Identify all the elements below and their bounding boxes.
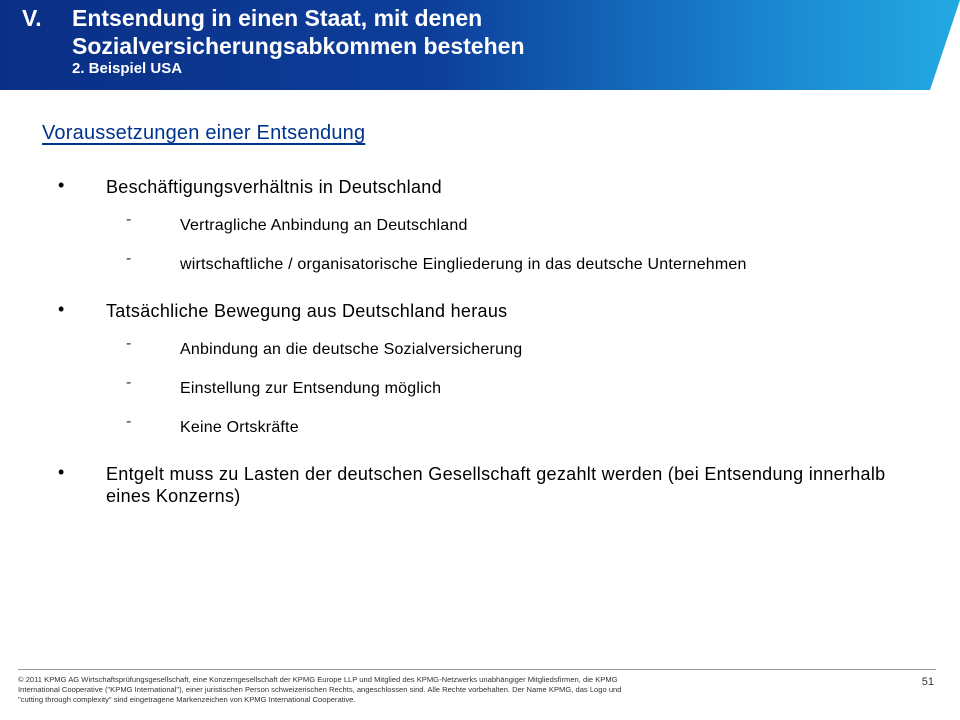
dash-icon: - xyxy=(126,413,132,430)
sub-item xyxy=(42,211,942,236)
bullet-text: Tatsächliche Bewegung aus Deutschland heraus xyxy=(106,301,508,321)
page-title-line2: Sozialversicherungsabkommen bestehen xyxy=(72,33,525,59)
section-number: V. xyxy=(22,5,42,31)
bullet-item xyxy=(42,300,942,322)
sub-item-text: Vertragliche Anbindung an Deutschland xyxy=(180,217,468,234)
sub-item-text: wirtschaftliche / organisatorische Eingliederung in das deutsche Unternehmen xyxy=(180,256,747,273)
slide-content xyxy=(42,120,942,507)
page-title-line1: Entsendung in einen Staat, mit denen xyxy=(72,5,483,31)
bullet-text: Entgelt muss zu Lasten der deutschen Gesellschaft gezahlt werden (bei Entsendung innerhalb eines Konzerns) xyxy=(106,464,886,506)
dash-icon: - xyxy=(126,335,132,352)
sub-item xyxy=(42,250,942,275)
sub-item-text: Keine Ortskräfte xyxy=(180,419,299,436)
sub-item-text: Anbindung an die deutsche Sozialversicherung xyxy=(180,341,523,358)
bullet-icon: • xyxy=(58,175,65,195)
bullet-text: Beschäftigungsverhältnis in Deutschland xyxy=(106,177,442,197)
sub-item xyxy=(42,335,942,360)
footer-divider xyxy=(18,669,936,670)
title-row-1 xyxy=(22,4,525,32)
header-text xyxy=(22,4,525,78)
page-subtitle: 2. Beispiel USA xyxy=(72,60,183,77)
section-heading: Voraussetzungen einer Entsendung xyxy=(42,122,366,144)
sub-item xyxy=(42,374,942,399)
dash-icon: - xyxy=(126,211,132,228)
bullet-item xyxy=(42,176,942,198)
bullet-icon: • xyxy=(58,299,65,319)
page-number: 51 xyxy=(921,676,934,688)
title-row-2 xyxy=(22,32,525,60)
sub-item-text: Einstellung zur Entsendung möglich xyxy=(180,380,442,397)
dash-icon: - xyxy=(126,250,132,267)
sub-item xyxy=(42,413,942,438)
bullet-icon: • xyxy=(58,462,65,482)
slide-header xyxy=(0,0,960,90)
dash-icon: - xyxy=(126,374,132,391)
footer-legal-text: © 2011 KPMG AG Wirtschaftsprüfungsgesellschaft, eine Konzerngesellschaft der KPMG Europe LLP und Mitglied des KPMG-Netzwerks unabhängiger Mitgliedsfirmen, die KPMG International Cooperative ("KPMG International"), einer juristischen Person schweizerischen Rechts, angeschlossen sind. Alle Rechte vorbehalten. Der Name KPMG, das Logo und "cutting through complexity" sind eingetragene Markenzeichen von KPMG International Cooperative. xyxy=(18,675,622,704)
bullet-item xyxy=(42,463,906,507)
